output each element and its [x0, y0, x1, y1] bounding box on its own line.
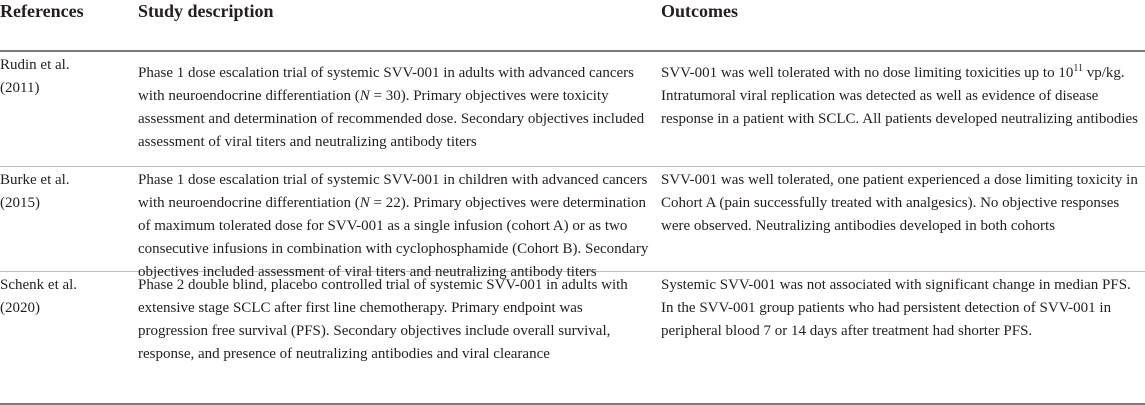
study-text: Phase 1 dose escalation trial of systemic SVV-001 in adults with advanced cancers with neuroendocrine differentiation ( [138, 65, 634, 104]
outcome-text: SVV-001 was well tolerated with no dose limiting toxicities up to 10 [661, 65, 1074, 81]
reference-cell [0, 274, 125, 320]
table-bottom-rule [0, 403, 1145, 405]
outcome-exponent: 11 [1073, 63, 1083, 74]
outcome-text-cont: vp/kg. Intratumoral viral replication was detected as well as evidence of disease response in a patient with SCLC. All patients developed neutralizing antibodies [661, 65, 1138, 127]
study-text-cont: = 22). Primary objectives were determination of maximum tolerated dose for SVV-001 as a single infusion (cohort A) or as two consecutive infusions in combination with cyclophosphamide (Cohort B). Secondary objectives included assessment of viral titers and neutralizing antibody titers [138, 195, 649, 280]
reference-cell [0, 169, 125, 215]
table-header [0, 0, 1145, 52]
header-outcomes: Outcomes [661, 1, 738, 21]
outcome-cell [661, 62, 1145, 131]
study-description-cell: Phase 2 double blind, placebo controlled trial of systemic SVV-001 in adults with extensive stage SCLC after first line chemotherapy. Primary endpoint was progression free survival (PFS). Secondary objectives include overall survival, response, and presence of neutralizing antibodies and viral clearance [138, 277, 628, 362]
reference-author: Rudin et al. [0, 57, 70, 73]
sample-size-symbol: N [359, 195, 370, 211]
outcome-cell: SVV-001 was well tolerated, one patient experienced a dose limiting toxicity in Cohort A (pain successfully treated with analgesics). No objective responses were observed. Neutralizing antibodies developed in both cohorts [661, 172, 1138, 234]
study-text: Phase 1 dose escalation trial of systemic SVV-001 in children with advanced cancers with neuroendocrine differentiation ( [138, 172, 648, 211]
reference-cell [0, 54, 125, 100]
outcome-cell: Systemic SVV-001 was not associated with significant change in median PFS. In the SVV-001 group patients who had persistent detection of SVV-001 in peripheral blood 7 or 14 days after treatment had shorter PFS. [661, 277, 1131, 339]
reference-year: (2015) [0, 195, 40, 211]
study-text-cont: = 30). Primary objectives were toxicity assessment and determination of recommended dose. Secondary objectives included assessment of viral titers and neutralizing antibody titers [138, 88, 645, 150]
table-row [0, 272, 1145, 372]
sample-size-symbol: N [359, 88, 370, 104]
header-references: References [0, 1, 84, 21]
study-description-cell [138, 169, 653, 284]
table-row [0, 167, 1145, 280]
header-study-description: Study description [138, 1, 274, 21]
table-row [0, 52, 1145, 167]
reference-year: (2011) [0, 80, 40, 96]
reference-year: (2020) [0, 300, 40, 316]
reference-author: Burke et al. [0, 172, 70, 188]
reference-author: Schenk et al. [0, 277, 78, 293]
study-description-cell [138, 62, 653, 154]
